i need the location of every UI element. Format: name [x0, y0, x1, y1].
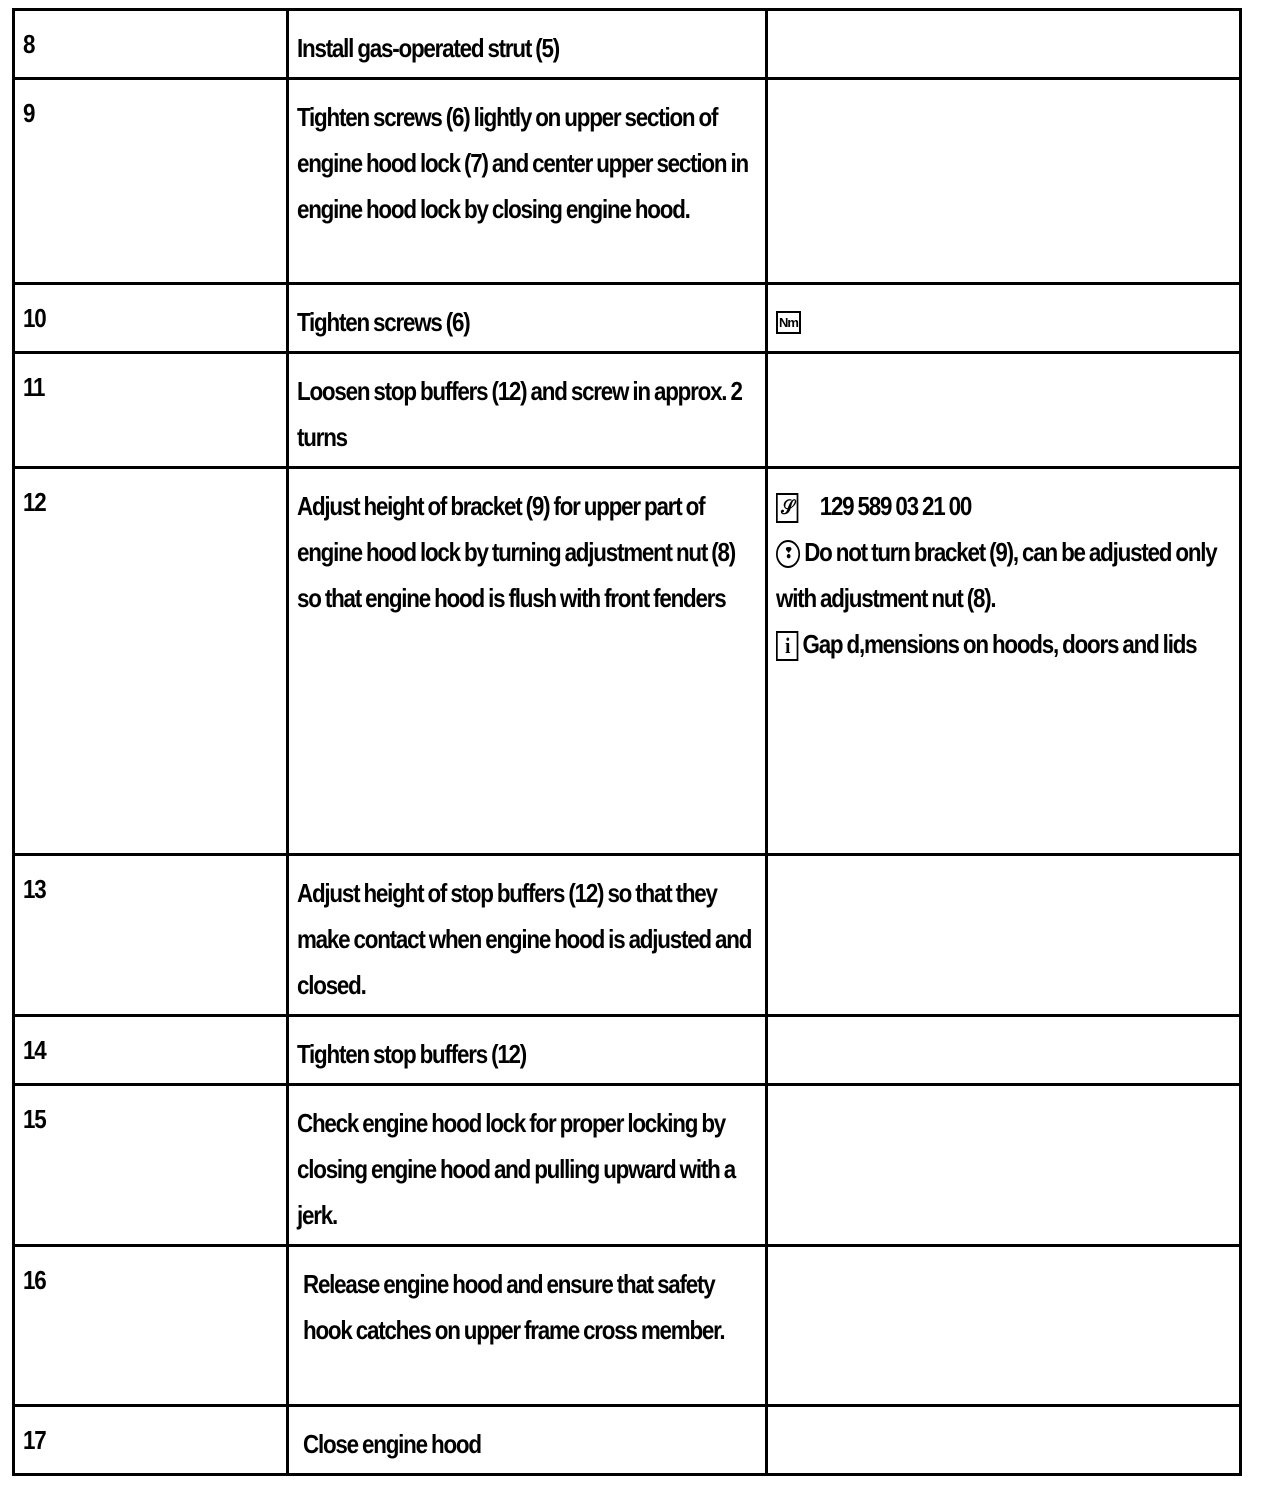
step-number: 8: [14, 10, 288, 79]
info-text: Gap d,mensions on hoods, doors and lids: [802, 629, 1197, 659]
table-row: [14, 284, 1241, 353]
tool-number: 129 589 03 21 00: [819, 491, 972, 521]
table-row: [14, 353, 1241, 468]
step-action: Tighten screws (6) lightly on upper section of engine hood lock (7) and center upper section in engine hood lock by closing engine hood.: [288, 79, 767, 284]
step-action: Release engine hood and ensure that safety hook catches on upper frame cross member.: [288, 1246, 767, 1406]
step-number: 9: [14, 79, 288, 284]
torque-nm-icon: Nm: [776, 311, 801, 334]
caution-circle-icon: ❢: [776, 540, 800, 568]
step-notes: [767, 353, 1241, 468]
procedure-table: [12, 8, 1242, 1476]
step-action: Loosen stop buffers (12) and screw in approx. 2 turns: [288, 353, 767, 468]
table-row: [14, 1406, 1241, 1475]
warning-note: [776, 529, 1230, 621]
table-row: [14, 1016, 1241, 1085]
step-notes: [767, 1406, 1241, 1475]
step-number: 11: [14, 353, 288, 468]
step-action: Install gas-operated strut (5): [288, 10, 767, 79]
step-notes: [767, 1246, 1241, 1406]
info-note: [776, 621, 1230, 667]
table-row: [14, 1246, 1241, 1406]
step-number: 10: [14, 284, 288, 353]
table-row: [14, 468, 1241, 855]
step-notes: [767, 10, 1241, 79]
step-action: Check engine hood lock for proper locking by closing engine hood and pulling upward with a jerk.: [288, 1085, 767, 1246]
step-action: Adjust height of stop buffers (12) so that they make contact when engine hood is adjusted and closed.: [288, 855, 767, 1016]
step-notes: [767, 1085, 1241, 1246]
step-number: 16: [14, 1246, 288, 1406]
step-action: Tighten stop buffers (12): [288, 1016, 767, 1085]
special-tool-line: [776, 483, 1230, 529]
step-number: 17: [14, 1406, 288, 1475]
warning-text: Do not turn bracket (9), can be adjusted only with adjustment nut (8).: [776, 537, 1217, 613]
step-notes: [767, 79, 1241, 284]
step-notes: [767, 1016, 1241, 1085]
step-action: Adjust height of bracket (9) for upper part of engine hood lock by turning adjustment nut (8) so that engine hood is flush with front fenders: [288, 468, 767, 855]
step-number: 12: [14, 468, 288, 855]
step-action: Tighten screws (6): [288, 284, 767, 353]
step-notes: [767, 468, 1241, 855]
step-notes: [767, 284, 1241, 353]
step-action: Close engine hood: [288, 1406, 767, 1475]
table-row: [14, 855, 1241, 1016]
step-number: 13: [14, 855, 288, 1016]
table-row: [14, 1085, 1241, 1246]
table-row: [14, 10, 1241, 79]
special-tool-icon: 𝒮: [776, 493, 798, 523]
info-icon: i: [776, 631, 798, 661]
step-number: 14: [14, 1016, 288, 1085]
table-row: [14, 79, 1241, 284]
step-number: 15: [14, 1085, 288, 1246]
step-notes: [767, 855, 1241, 1016]
